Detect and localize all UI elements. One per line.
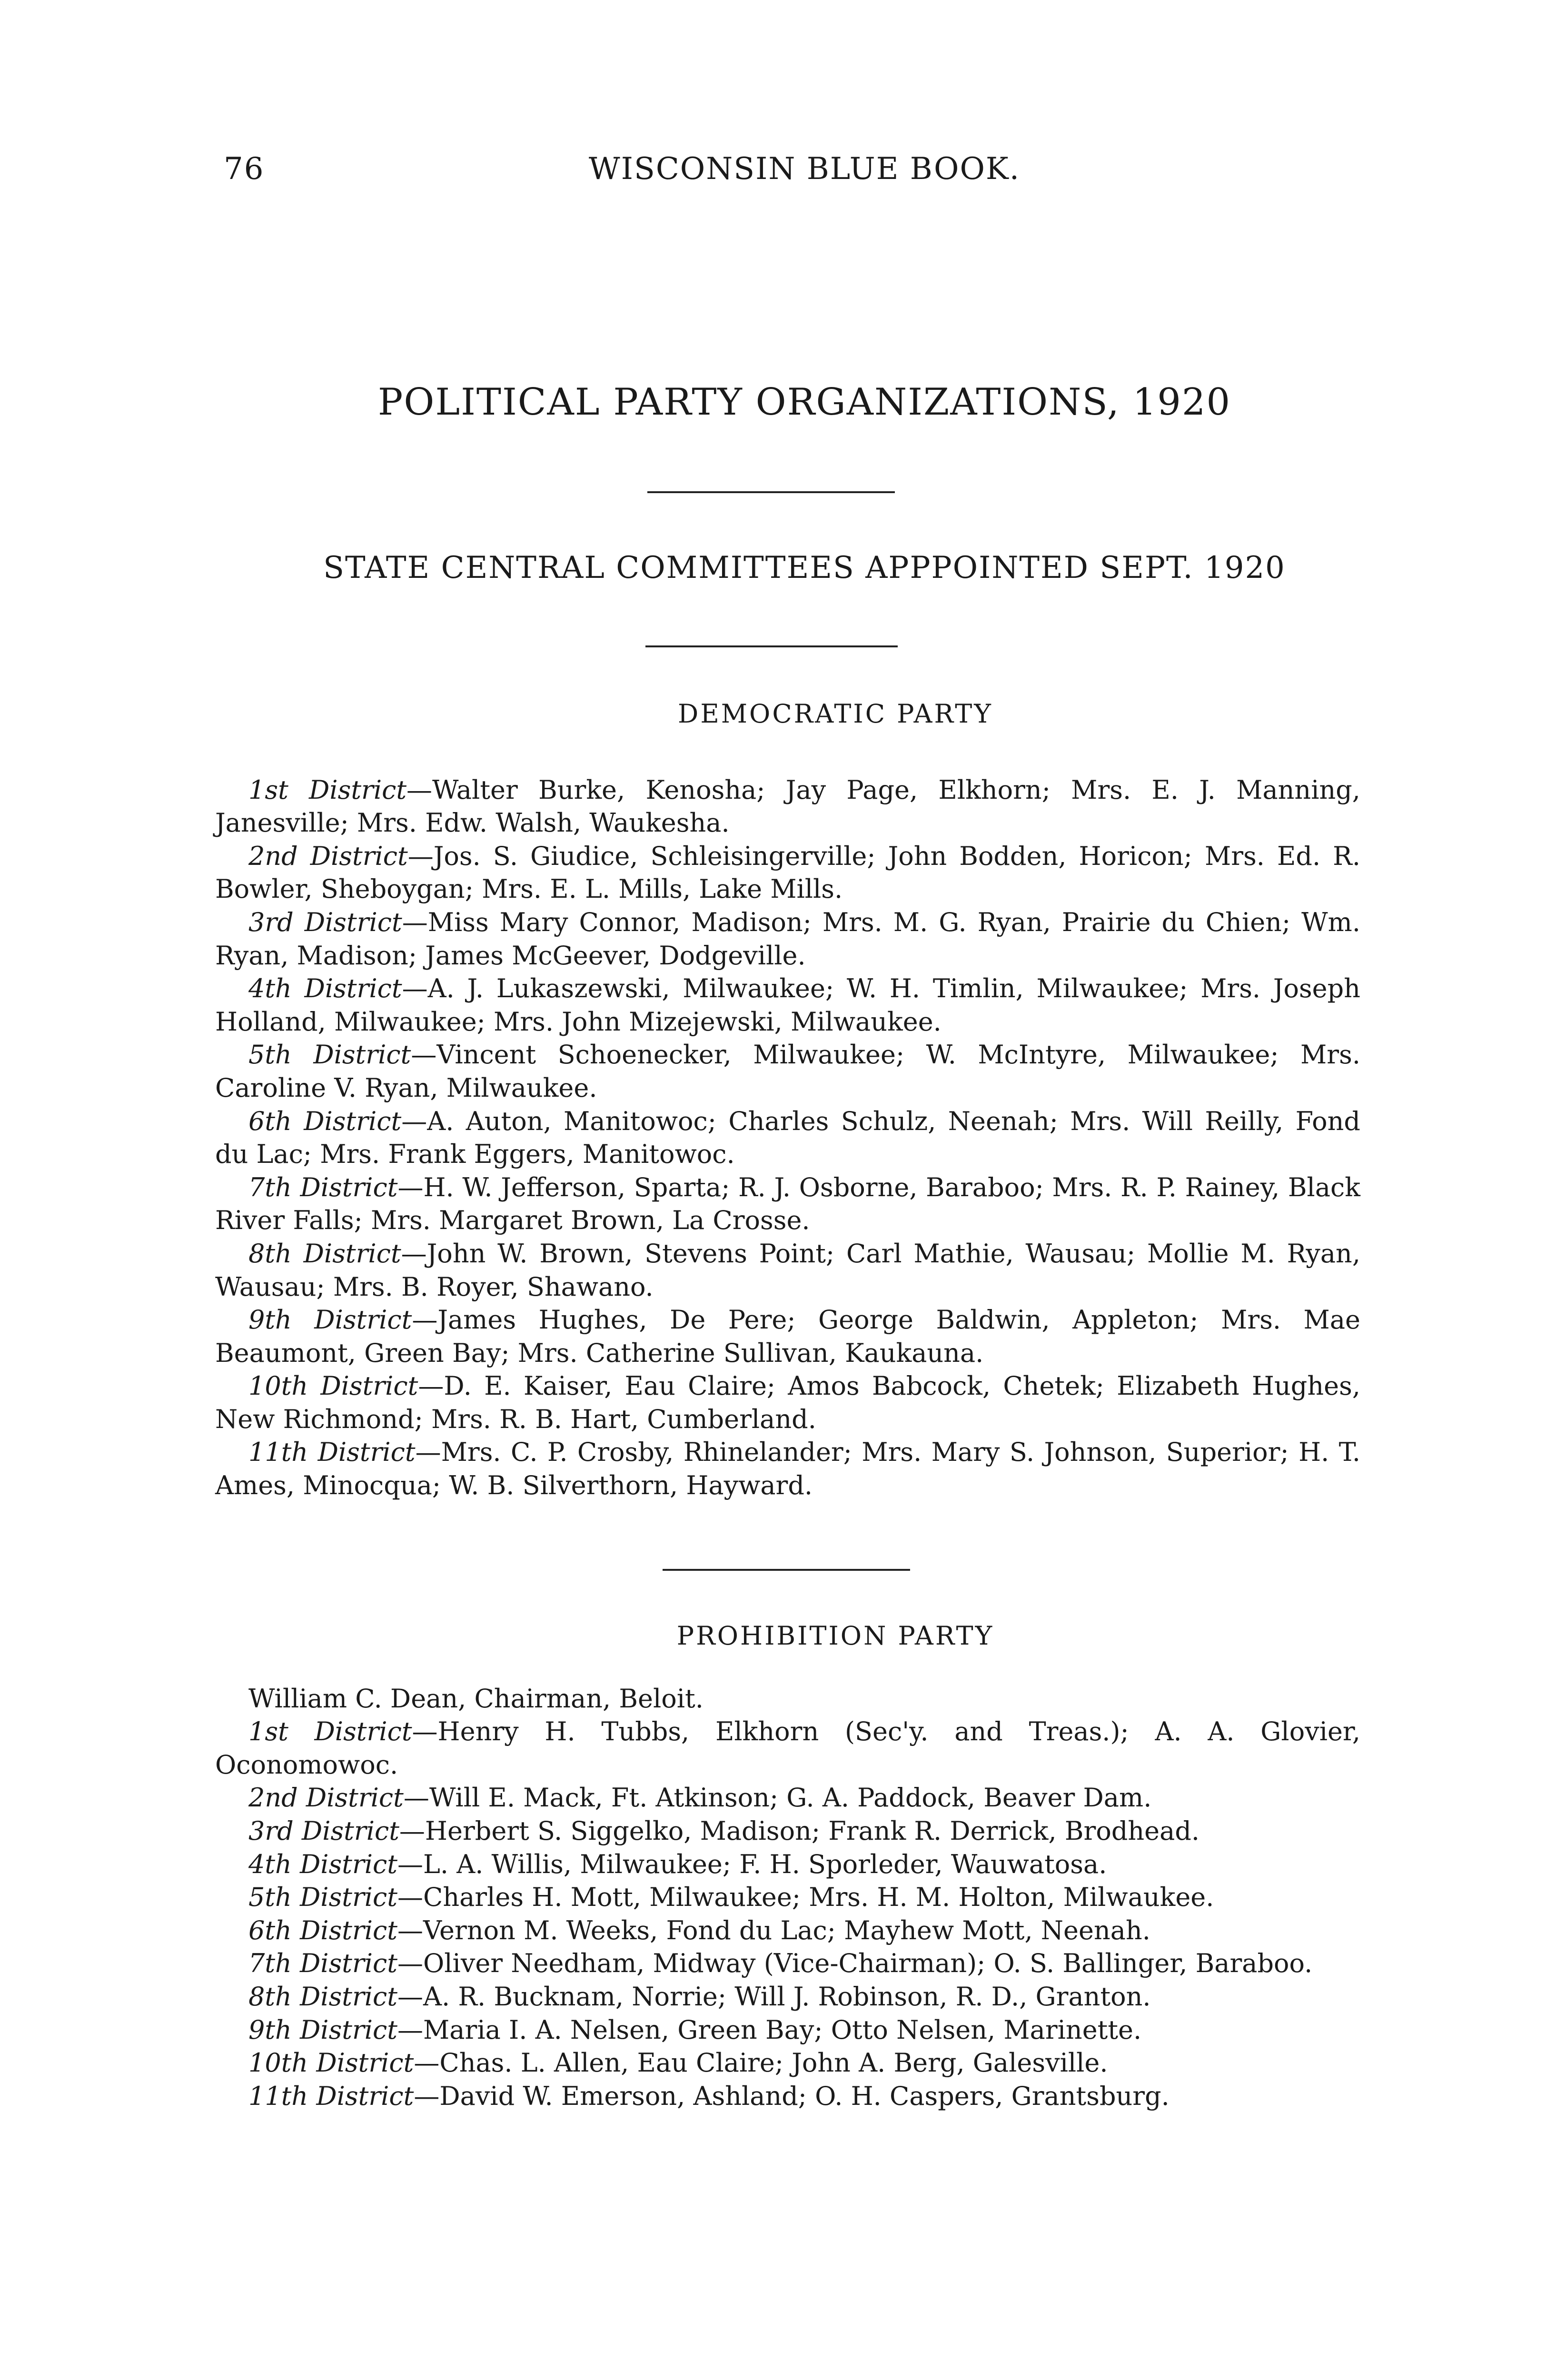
district-members: —Vincent Schoenecker, Milwaukee; W. McIntyre, Milwaukee; Mrs. Caroline V. Ryan, Milwaukee. (215, 1040, 1360, 1103)
district-label: 9th District (248, 2014, 398, 2045)
list-item (215, 1171, 1360, 1237)
chairman-line: William C. Dean, Chairman, Beloit. (248, 1683, 704, 1714)
district-members: —Jos. S. Giudice, Schleisingerville; John Bodden, Horicon; Mrs. Ed. R. Bowler, Sheboygan; Mrs. E. L. Mills, Lake Mills. (215, 841, 1360, 904)
district-members: —A. R. Bucknam, Norrie; Will J. Robinson, R. D., Granton. (397, 1981, 1151, 2012)
page-subtitle: STATE CENTRAL COMMITTEES APPPOINTED SEPT. 1920 (323, 550, 1286, 585)
district-members: —Vernon M. Weeks, Fond du Lac; Mayhew Mott, Neenah. (397, 1915, 1150, 1945)
district-label: 6th District (248, 1915, 398, 1945)
district-label: 10th District (248, 2048, 414, 2078)
list-item (215, 1436, 1360, 1502)
list-item (215, 1848, 1360, 1881)
list-item (215, 1303, 1360, 1369)
district-members: —D. E. Kaiser, Eau Claire; Amos Babcock, Chetek; Elizabeth Hughes, New Richmond; Mrs. R. B. Hart, Cumberland. (215, 1371, 1360, 1434)
district-label: 4th District (248, 1849, 398, 1879)
list-item (215, 1038, 1360, 1104)
list-item (215, 1815, 1360, 1848)
district-label: 8th District (248, 1981, 398, 2012)
district-members: —L. A. Willis, Milwaukee; F. H. Sporleder, Wauwatosa. (397, 1849, 1107, 1879)
district-members: —Will E. Mack, Ft. Atkinson; G. A. Paddock, Beaver Dam. (403, 1783, 1152, 1813)
running-title: WISCONSIN BLUE BOOK. (588, 151, 1021, 187)
democratic-party-section (215, 697, 1360, 1502)
list-item (215, 1881, 1360, 1914)
district-label: 11th District (248, 2081, 414, 2111)
list-item (215, 2013, 1360, 2047)
district-label: 2nd District (248, 841, 408, 871)
page-number: 76 (224, 151, 265, 187)
section-heading: PROHIBITION PARTY (676, 1621, 994, 1651)
district-label: 2nd District (248, 1783, 404, 1813)
district-members: —Maria I. A. Nelsen, Green Bay; Otto Nelsen, Marinette. (397, 2014, 1142, 2045)
prohibition-party-section (215, 1619, 1360, 2112)
district-label: 3rd District (248, 1815, 399, 1846)
district-label: 1st District (248, 1716, 412, 1747)
district-label: 9th District (248, 1305, 412, 1335)
list-item (215, 2080, 1360, 2113)
district-label: 6th District (248, 1106, 402, 1136)
district-label: 4th District (248, 973, 402, 1004)
district-members: —Henry H. Tubbs, Elkhorn (Sec'y. and Treas.); A. A. Glovier, Oconomowoc. (215, 1716, 1360, 1780)
list-item (215, 906, 1360, 972)
district-label: 1st District (248, 774, 407, 805)
list-item (215, 774, 1360, 840)
district-members: —Charles H. Mott, Milwaukee; Mrs. H. M. Holton, Milwaukee. (397, 1882, 1214, 1913)
list-item (215, 1105, 1360, 1171)
district-members: —Oliver Needham, Midway (Vice-Chairman); O. S. Ballinger, Baraboo. (397, 1948, 1313, 1979)
district-label: 7th District (248, 1172, 398, 1202)
district-members: —Herbert S. Siggelko, Madison; Frank R. Derrick, Brodhead. (399, 1815, 1200, 1846)
district-members: —James Hughes, De Pere; George Baldwin, Appleton; Mrs. Mae Beaumont, Green Bay; Mrs. Catherine Sullivan, Kaukauna. (215, 1305, 1360, 1368)
district-label: 5th District (248, 1882, 398, 1913)
list-item (215, 1914, 1360, 1947)
district-members: —Mrs. C. P. Crosby, Rhinelander; Mrs. Mary S. Johnson, Superior; H. T. Ames, Minocqua; W. B. Silverthorn, Hayward. (215, 1437, 1360, 1501)
district-members: —A. Auton, Manitowoc; Charles Schulz, Neenah; Mrs. Will Reilly, Fond du Lac; Mrs. Frank Eggers, Manitowoc. (215, 1106, 1361, 1170)
district-label: 5th District (248, 1040, 411, 1070)
district-label: 3rd District (248, 907, 402, 937)
list-item (215, 1980, 1360, 2013)
list-item (215, 1947, 1360, 1980)
list-item (215, 1237, 1360, 1303)
district-members: —Chas. L. Allen, Eau Claire; John A. Berg, Galesville. (414, 2048, 1108, 2078)
running-header (224, 151, 1376, 194)
list-item (215, 1369, 1360, 1436)
divider-rule (645, 645, 898, 647)
district-label: 11th District (248, 1437, 416, 1468)
list-item (215, 2046, 1360, 2080)
list-item (215, 1715, 1360, 1781)
district-members: —H. W. Jefferson, Sparta; R. J. Osborne, Baraboo; Mrs. R. P. Rainey, Black River Falls; Mrs. Margaret Brown, La Crosse. (215, 1172, 1360, 1236)
list-item (215, 840, 1360, 906)
district-members: —Walter Burke, Kenosha; Jay Page, Elkhorn; Mrs. E. J. Manning, Janesville; Mrs. Edw. Walsh, Waukesha. (215, 774, 1360, 838)
list-item (215, 972, 1360, 1038)
district-members: —Miss Mary Connor, Madison; Mrs. M. G. Ryan, Prairie du Chien; Wm. Ryan, Madison; James McGeever, Dodgeville. (215, 907, 1360, 971)
list-item (215, 1781, 1360, 1815)
district-label: 7th District (248, 1948, 398, 1979)
page-title: POLITICAL PARTY ORGANIZATIONS, 1920 (377, 381, 1231, 424)
divider-rule (647, 491, 895, 493)
district-members: —A. J. Lukaszewski, Milwaukee; W. H. Timlin, Milwaukee; Mrs. Joseph Holland, Milwaukee; Mrs. John Mizejewski, Milwaukee. (215, 973, 1360, 1037)
district-label: 8th District (248, 1238, 401, 1269)
district-label: 10th District (248, 1371, 418, 1401)
district-members: —David W. Emerson, Ashland; O. H. Caspers, Grantsburg. (414, 2081, 1169, 2111)
section-heading: DEMOCRATIC PARTY (678, 699, 993, 729)
divider-rule (663, 1569, 910, 1571)
district-members: —John W. Brown, Stevens Point; Carl Mathie, Wausau; Mollie M. Ryan, Wausau; Mrs. B. Royer, Shawano. (215, 1238, 1360, 1302)
